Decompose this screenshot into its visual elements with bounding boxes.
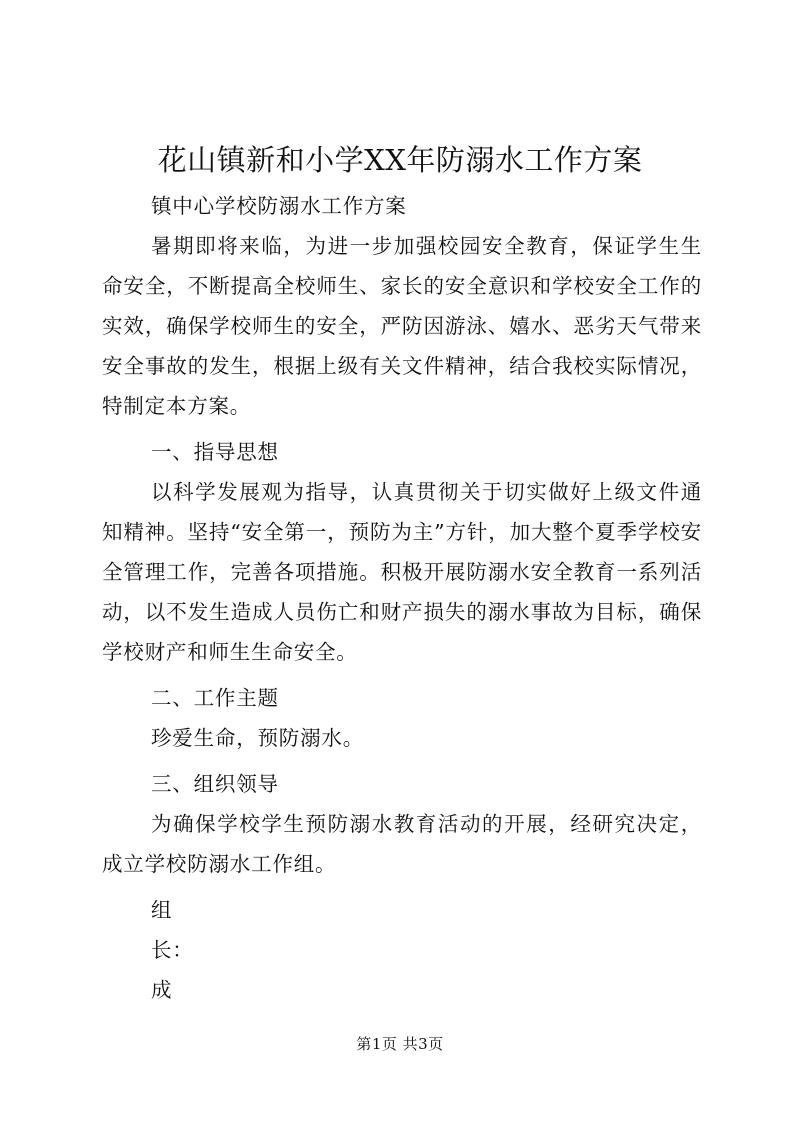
page-footer: 第1页 共3页 <box>356 1035 444 1053</box>
section-body-guiding-ideology: 以科学发展观为指导，认真贯彻关于切实做好上级文件通知精神。坚持“安全第一，预防为主”方针，加大整个夏季学校安全管理工作，完善各项措施。积极开展防溺水安全教育一系列活动，以不发生造成人员伤亡和财产损失的溺水事故为目标，确保学校财产和师生生命安全。 <box>102 480 702 664</box>
section-heading-work-theme: 二、工作主题 <box>151 686 279 710</box>
document-body <box>102 186 702 1010</box>
line-zu: 组 <box>151 898 173 922</box>
section-body-work-theme: 珍爱生命，预防溺水。 <box>151 726 364 750</box>
line-zhang: 长： <box>151 938 194 962</box>
line-cheng: 成 <box>151 978 173 1002</box>
document-subtitle: 镇中心学校防溺水工作方案 <box>151 194 407 218</box>
section-heading-guiding-ideology: 一、指导思想 <box>151 440 279 464</box>
section-body-organization: 为确保学校学生预防溺水教育活动的开展，经研究决定，成立学校防溺水工作组。 <box>102 812 702 876</box>
document-title: 花山镇新和小学XX年防溺水工作方案 <box>157 143 643 177</box>
section-heading-organization: 三、组织领导 <box>151 772 279 796</box>
intro-paragraph: 暑期即将来临，为进一步加强校园安全教育，保证学生生命安全，不断提高全校师生、家长的安全意识和学校安全工作的实效，确保学校师生的安全，严防因游泳、嬉水、恶劣天气带来安全事故的发生，根据上级有关文件精神，结合我校实际情况，特制定本方案。 <box>102 234 702 418</box>
